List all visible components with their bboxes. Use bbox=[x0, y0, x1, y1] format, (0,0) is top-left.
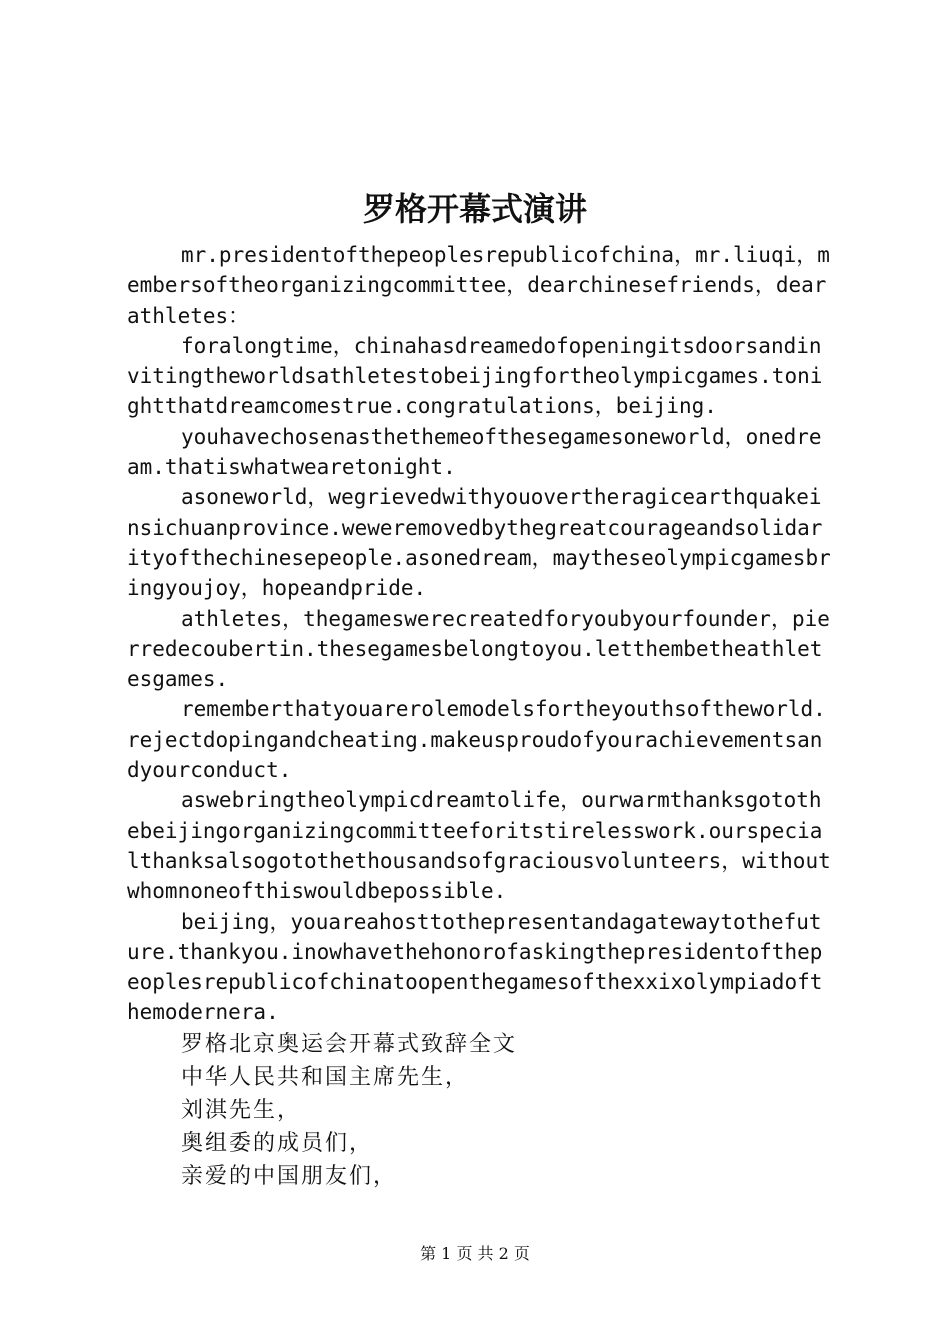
chinese-line: 刘淇先生， bbox=[181, 1097, 302, 1123]
chinese-line: 亲爱的中国朋友们， bbox=[181, 1163, 398, 1189]
document-body bbox=[127, 240, 833, 1193]
paragraph-theme: youhavechosenasthethemeofthesegamesoneworld，onedream.thatiswhatwearetonight. bbox=[127, 424, 822, 480]
chinese-line: 奥组委的成员们， bbox=[181, 1130, 374, 1156]
paragraph-role-models: rememberthatyouarerolemodelsfortheyouthsoftheworld.rejectdopingandcheating.makeusproudofyourachievementsandyourconduct. bbox=[127, 697, 826, 783]
paragraph-thanks: aswebringtheolympicdreamtolife，ourwarmthanksgotothebeijingorganizingcommitteeforitstirelesswork.ourspecialthanksalsogotothethousandsofgraciousvolunteers，withoutwhomnoneofthiswouldbepossible. bbox=[127, 788, 831, 904]
page-number-footer: 第 1 页 共 2 页 bbox=[420, 1244, 530, 1263]
chinese-heading: 罗格北京奥运会开幕式致辞全文 bbox=[181, 1031, 518, 1057]
paragraph-athletes: athletes，thegameswerecreatedforyoubyourfounder，pierredecoubertin.thesegamesbelongtoyou.letthembetheathletesgames. bbox=[127, 606, 830, 692]
chinese-line: 中华人民共和国主席先生， bbox=[181, 1064, 470, 1090]
paragraph-earthquake: asoneworld，wegrievedwithyouovertheragicearthquakeinsichuanprovince.weweremovedbythegreatcourageandsolidarityofthechinesepeople.asonedream，maytheseolympicgamesbringyoujoy，hopeandpride. bbox=[127, 485, 831, 601]
paragraph-dream: foralongtime，chinahasdreamedofopeningitsdoorsandinvitingtheworldsathletestobeijingfortheolympicgames.tonightthatdreamcomestrue.congratulations，beijing. bbox=[127, 333, 823, 419]
paragraph-closing: beijing，youareahosttothepresentandagatewaytothefuture.thankyou.inowhavethehonorofaskingthepresidentofthepeoplesrepublicofchinatoopenthegamesofthexxixolympiadofthemodernera. bbox=[127, 909, 823, 1025]
paragraph-salutation: mr.presidentofthepeoplesrepublicofchina，mr.liuqi，membersoftheorganizingcommittee，dearchinesefriends，dearathletes： bbox=[127, 243, 830, 328]
document-title: 罗格开幕式演讲 bbox=[362, 190, 587, 228]
